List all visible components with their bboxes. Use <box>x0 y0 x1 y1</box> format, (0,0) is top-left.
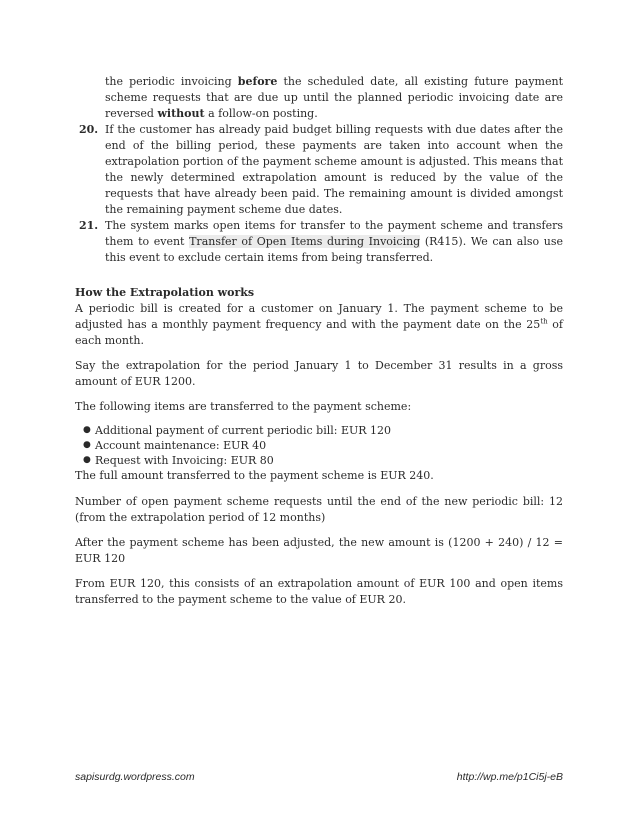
bullet-list <box>75 423 563 468</box>
bullet-text: Request with Invoicing: EUR 80 <box>95 454 274 467</box>
para1-text-end: of each month. <box>75 318 563 347</box>
item-text: If the customer has already paid budget billing requests with due dates after the end of the billing period, these payments are taken into account when the extrapolation portion of the payment scheme amount is adjusted. This means that the newly determined extrapolation amount is reduced by the value of the requests that have already been paid. The remaining amount is divided amongst the remaining payment scheme due dates. <box>105 123 563 216</box>
paragraph-periodic-bill <box>75 301 563 349</box>
list-item-20 <box>75 122 563 218</box>
numbered-list <box>75 122 563 266</box>
paragraph-extrapolation: Say the extrapolation for the period January 1 to December 31 results in a gross amount of EUR 1200. <box>75 359 563 388</box>
list-item <box>75 423 563 438</box>
intro-paragraph <box>75 74 563 122</box>
section-heading: How the Extrapolation works <box>75 286 255 299</box>
paragraph-new-amount: After the payment scheme has been adjusted, the new amount is (1200 + 240) / 12 = EUR 120 <box>75 536 563 565</box>
paragraph-following-items: The following items are transferred to the payment scheme: <box>75 400 412 413</box>
item-text: The system marks open items for transfer to the payment scheme and transfers them to event <box>105 219 563 248</box>
list-item <box>75 453 563 468</box>
list-item <box>75 438 563 453</box>
item-number: 21. <box>79 219 99 232</box>
bullet-icon: ● <box>83 455 91 465</box>
intro-bold-without: without <box>157 107 205 120</box>
list-item-21 <box>75 218 563 266</box>
footer-shortlink[interactable]: http://wp.me/p1Ci5j-eB <box>456 771 563 783</box>
bullet-icon: ● <box>83 425 91 435</box>
para1-superscript: th <box>540 317 548 326</box>
paragraph-open-requests: Number of open payment scheme requests until the end of the new periodic bill: 12 (from the extrapolation period of 12 months) <box>75 495 563 524</box>
bullet-text: Account maintenance: EUR 40 <box>95 439 267 452</box>
intro-bold-before: before <box>237 75 278 88</box>
transfer-open-items-link[interactable]: Transfer of Open Items during Invoicing <box>189 235 421 248</box>
item-number: 20. <box>79 123 99 136</box>
bullet-text: Additional payment of current periodic bill: EUR 120 <box>95 424 392 437</box>
intro-text-2: the scheduled date, all existing future payment scheme requests that are due up until the planned periodic invoicing date are reversed <box>105 75 564 120</box>
paragraph-full-amount: The full amount transferred to the payment scheme is EUR 240. <box>75 469 434 482</box>
intro-text-3: a follow-on posting. <box>204 107 318 120</box>
document-page <box>75 74 563 608</box>
bullet-icon: ● <box>83 440 91 450</box>
footer-site[interactable]: sapisurdg.wordpress.com <box>75 771 195 783</box>
item-text: (R415). We can also use this event to exclude certain items from being transferred. <box>105 235 563 264</box>
paragraph-breakdown: From EUR 120, this consists of an extrapolation amount of EUR 100 and open items transferred to the payment scheme to the value of EUR 20. <box>75 577 563 606</box>
intro-text-1: the periodic invoicing <box>105 75 238 88</box>
para1-text: A periodic bill is created for a customer on January 1. The payment scheme to be adjusted has a monthly payment frequency and with the payment date on the 25 <box>75 302 563 331</box>
